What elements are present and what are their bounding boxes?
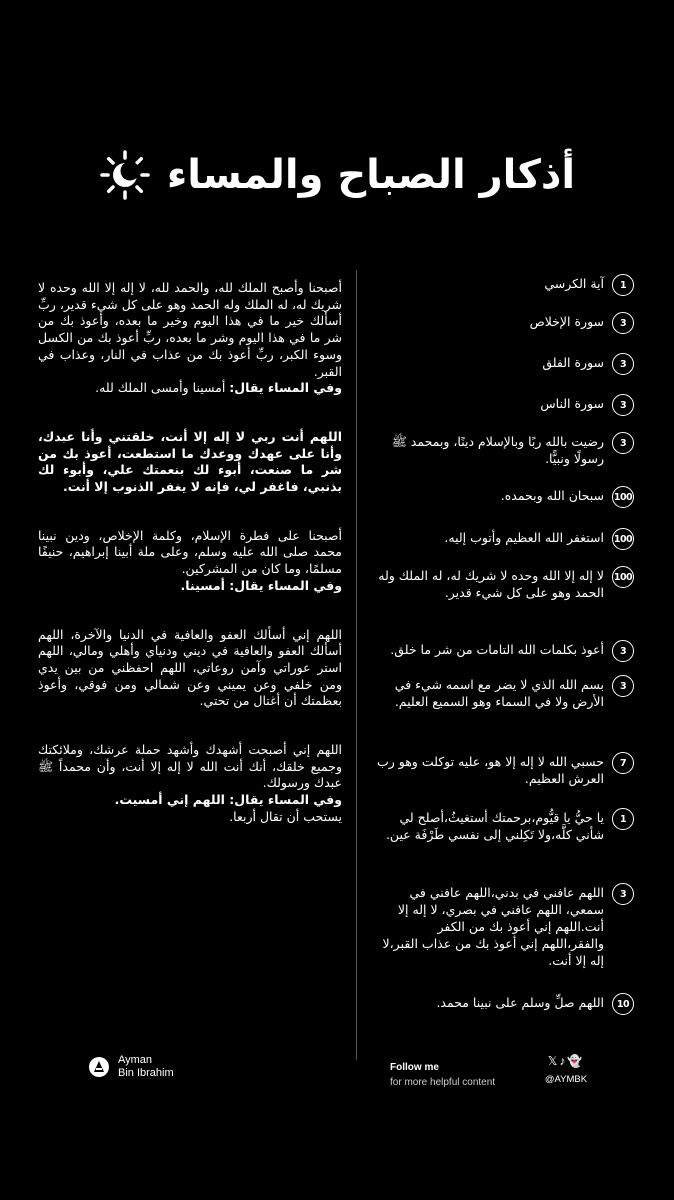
paragraph-text: أصبحنا على فطرة الإسلام، وكلمة الإخلاص، ودين نبينا محمد صلى الله عليه وسلم، وعلى ملة أبينا إبراهيم، حنيفًا مسلمًا، وما كان من المشركين. [38, 527, 342, 577]
paragraph-note: يستحب أن تقال أربعا. [229, 808, 342, 824]
dhikr-paragraph [38, 742, 342, 826]
footer [0, 1054, 674, 1104]
brand-logo-icon [88, 1056, 110, 1078]
brand [88, 1054, 174, 1080]
paragraph-text: اللهم أنت ربي لا إله إلا أنت، خلقتني وأنا عبدك، وأنا على عهدك ووعدك ما استطعت، أعوذ بك من شر ما صنعت، أبوء لك بنعمتك علي، وأبوء لك بذنبي، فاغفر لي، فإنه لا يغفر الذنوب إلا أنت. [38, 428, 342, 495]
item-text: رضيت بالله ربًا وبالإسلام دينًا، وبمحمد ﷺ رسولًا ونبيًّا. [391, 434, 604, 466]
page-title: أذكار الصباح والمساء [166, 152, 576, 198]
list-item [372, 746, 634, 802]
count-badge: 3 [612, 640, 634, 662]
count-badge: 1 [612, 274, 634, 296]
list-item [372, 347, 634, 388]
count-badge: 3 [612, 312, 634, 334]
brand-name: Ayman Bin Ibrahim [118, 1054, 174, 1079]
snapchat-icon[interactable]: 👻 [567, 1054, 585, 1068]
item-text: سورة الإخلاص [529, 314, 604, 329]
item-text: اللهم عافني في بدني،اللهم عافني في سمعي، اللهم عافني في بصري، لا إله إلا أنت.اللهم إني أعوذ بك من الكفر والفقر،اللهم إني أعوذ بك من عذاب القبر،لا إله إلا أنت. [382, 885, 604, 968]
count-badge: 7 [612, 752, 634, 774]
evening-label: وفي المساء يقال: [229, 380, 342, 396]
item-text: أعوذ بكلمات الله التامات من شر ما خلق. [390, 642, 604, 657]
adhkar-list [372, 268, 634, 1025]
item-text: سورة الفلق [542, 355, 604, 370]
item-text: يا حيُّ يا قيُّوم،برحمتك أستغيثُ،أصلح لي شأني كلَّه،ولا تَكِلني إلى نفسي طَرْفَة عين. [385, 810, 604, 842]
list-item [372, 634, 634, 669]
tiktok-icon[interactable]: ♪ [559, 1054, 568, 1068]
follow-cta [390, 1062, 495, 1088]
social-handle[interactable]: @AYMBK [544, 1074, 588, 1085]
count-badge: 3 [612, 394, 634, 416]
evening-label: وفي المساء يقال: اللهم إني أمسيت. [114, 792, 342, 808]
column-divider [356, 270, 357, 1060]
dhikr-paragraph [38, 280, 342, 397]
list-item [372, 388, 634, 426]
social-icons [536, 1054, 596, 1068]
x-icon[interactable]: 𝕏 [547, 1054, 560, 1068]
evening-text: أمسينا وأمسى الملك لله. [95, 380, 230, 396]
evening-label: وفي المساء يقال: [229, 577, 342, 593]
count-badge: 100 [612, 486, 634, 508]
list-item [372, 306, 634, 347]
list-item [372, 522, 634, 560]
paragraph-text: أصبحنا وأصبح الملك لله، والحمد لله، لا إله إلا الله وحده لا شريك له، له الملك وله الحمد وهو على كل شيء قدير، ربِّ أسألك خير ما في هذا اليوم وخير ما بعده، وأعوذ بك من شر ما في هذا اليوم وشر ما بعده، ربِّ أعوذ بك من الكسل وسوء الكبر، ربِّ أعوذ بك من عذاب في النار، وعذاب في القبر. [38, 280, 342, 379]
social-links [536, 1054, 596, 1085]
header [0, 140, 674, 210]
dhikr-paragraph [38, 528, 342, 595]
list-item [372, 560, 634, 634]
paragraph-text: اللهم إني أسألك العفو والعافية في الدنيا والآخرة، اللهم أسألك العفو والعافية في ديني ودنياي وأهلي ومالي، اللهم استر عوراتي وآمن روعاتي، اللهم احفظني من بين يدي ومن خلفي وعن يميني وعن شمالي ومن فوقي، وأعوذ بعظمتك أن أغتال من تحتي. [38, 626, 342, 709]
dhikr-paragraph [38, 627, 342, 711]
dhikr-paragraph [38, 429, 342, 496]
count-badge: 10 [612, 993, 634, 1015]
item-text: استغفر الله العظيم وأتوب إليه. [444, 530, 604, 545]
list-item [372, 480, 634, 522]
item-text: اللهم صلِّ وسلم على نبينا محمد. [436, 995, 604, 1010]
count-badge: 100 [612, 566, 634, 588]
count-badge: 1 [612, 808, 634, 830]
item-text: حسبي الله لا إله إلا هو، عليه توكلت وهو رب العرش العظيم. [376, 754, 604, 786]
count-badge: 100 [612, 528, 634, 550]
count-badge: 3 [612, 883, 634, 905]
item-text: بسم الله الذي لا يضر مع اسمه شيء في الأرض ولا في السماء وهو السميع العليم. [394, 677, 604, 709]
item-text: سبحان الله وبحمده. [500, 488, 604, 503]
item-text: سورة الناس [540, 396, 604, 411]
list-item [372, 987, 634, 1025]
follow-title: Follow me [390, 1062, 439, 1073]
list-item [372, 426, 634, 480]
item-text: آية الكرسي [544, 276, 604, 291]
list-item [372, 802, 634, 877]
list-item [372, 268, 634, 306]
list-item [372, 669, 634, 746]
sun-moon-icon [99, 149, 151, 201]
count-badge: 3 [612, 675, 634, 697]
list-item [372, 877, 634, 987]
count-badge: 3 [612, 432, 634, 454]
evening-text: أمسينا. [180, 577, 230, 593]
adhkar-paragraphs [38, 280, 342, 826]
paragraph-text: اللهم إني أصبحت أشهدك وأشهد حملة عرشك، وملائكتك وجميع خلقك، أنك أنت الله لا إله إلا أنت، وأن محمداً ﷺ عبدك ورسولك. [38, 742, 342, 791]
follow-subtitle: for more helpful content [390, 1077, 496, 1088]
item-text: لا إله إلا الله وحده لا شريك له، له الملك وله الحمد وهو على كل شيء قدير. [378, 568, 604, 600]
count-badge: 3 [612, 353, 634, 375]
